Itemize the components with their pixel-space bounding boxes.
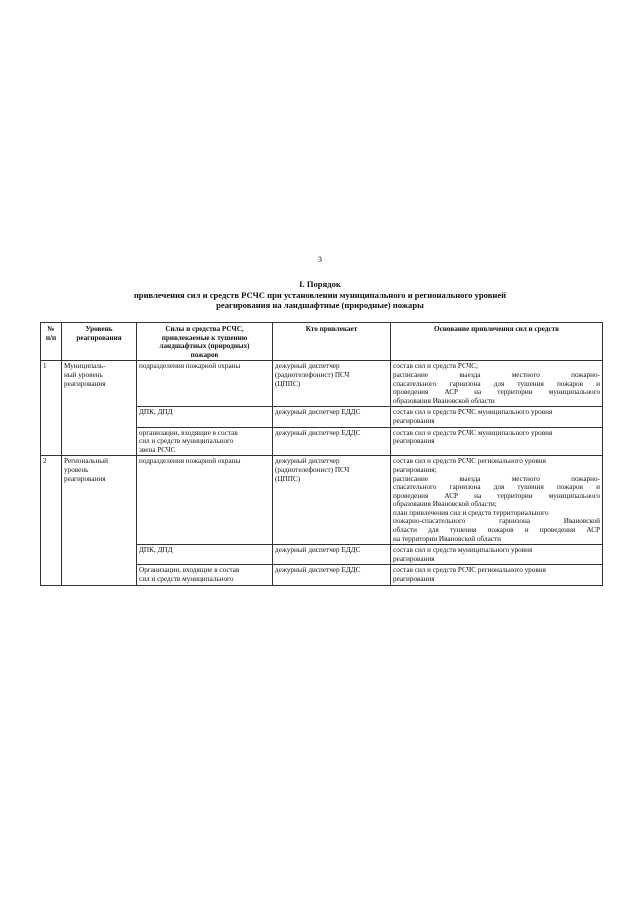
table-header-row <box>41 323 603 361</box>
cell-line: состав сил и средств РСЧС муниципального уровня <box>393 408 553 417</box>
cell-line: проведения АСР на территории муниципального <box>393 491 600 500</box>
cell-line: реагирования; <box>393 465 437 474</box>
header-line: ландшафтных (природных) <box>159 342 250 351</box>
basis-cell <box>391 545 603 565</box>
who-cell <box>273 407 391 427</box>
header-line: пожаров <box>190 350 219 359</box>
basis-cell <box>391 427 603 456</box>
cell-line: спасательного гарнизона для тушения пожаров и <box>393 379 600 388</box>
forces-cell <box>137 407 273 427</box>
who-cell <box>273 545 391 565</box>
cell-line: дежурный диспетчер ЕДДС <box>275 546 361 555</box>
cell-line: ДПК, ДПД <box>139 408 173 417</box>
cell-line: реагирования <box>393 575 435 584</box>
cell-line: состав сил и средств РСЧС регионального уровня <box>393 457 546 466</box>
heading-line: реагирования на ландшафтные (природные) пожары <box>216 300 424 311</box>
basis-cell <box>391 565 603 585</box>
cell-line: состав сил и средств РСЧС муниципального уровня <box>393 428 553 437</box>
cell-line: Организации, входящие в состав <box>139 566 240 575</box>
header-level <box>62 323 137 361</box>
header-line: п/п <box>45 333 57 342</box>
cell-line: состав сил и средств РСЧС регионального уровня <box>393 566 546 575</box>
cell-line: (радиотелефонист) ПСЧ <box>275 465 350 474</box>
header-line: реагирования <box>76 333 122 342</box>
cell-line: сил и средств муниципального <box>139 575 234 584</box>
cell-line: дежурный диспетчер <box>275 457 340 466</box>
cell-line: образования Ивановской области; <box>393 500 497 509</box>
cell-line: реагирования <box>393 416 435 425</box>
forces-cell <box>137 565 273 585</box>
cell-line: образования Ивановской области <box>393 396 495 405</box>
basis-cell <box>391 361 603 407</box>
cell-line: состав сил и средств муниципального уровня <box>393 546 533 555</box>
heading-line: привлечения сил и средств РСЧС при установлении муниципального и регионального уровней <box>133 289 507 300</box>
table-row <box>41 361 603 407</box>
level-cell <box>62 361 137 456</box>
cell-line: сил и средств муниципального <box>139 437 234 446</box>
forces-table <box>40 322 603 586</box>
row-number: 1 <box>41 361 62 456</box>
cell-line: подразделения пожарной охраны <box>139 457 241 466</box>
cell-line: дежурный диспетчер ЕДДС <box>275 428 361 437</box>
cell-line: проведения АСР на территории муниципального <box>393 388 600 397</box>
cell-line: спасательного гарнизона для тушения пожаров и <box>393 483 600 492</box>
cell-line: пожарно-спасательного гарнизона Ивановской <box>393 517 600 526</box>
cell-line: ДПК, ДПД <box>139 546 173 555</box>
who-cell <box>273 427 391 456</box>
basis-cell <box>391 407 603 427</box>
header-num <box>41 323 62 361</box>
header-basis <box>391 323 603 361</box>
header-line: привлекаемые к тушению <box>161 333 248 342</box>
forces-cell <box>137 456 273 545</box>
cell-line: расписание выезда местного пожарно- <box>393 474 600 483</box>
cell-line: дежурный диспетчер <box>275 362 340 371</box>
cell-line: подразделения пожарной охраны <box>139 362 241 371</box>
header-forces <box>137 323 273 361</box>
cell-line: расписание выезда местного пожарно- <box>393 370 600 379</box>
cell-line: план привлечения сил и средств территориального <box>393 508 549 517</box>
row-number: 2 <box>41 456 62 585</box>
cell-line: организации, входящие в состав <box>139 428 238 437</box>
forces-cell <box>137 361 273 407</box>
heading-line: I. Порядок <box>299 279 341 289</box>
cell-line: на территории Ивановской области <box>393 534 501 543</box>
who-cell <box>273 361 391 407</box>
cell-line: реагирования <box>64 474 106 483</box>
header-line: Кто привлекает <box>305 325 358 333</box>
cell-line: реагирования <box>393 437 435 446</box>
cell-line: (ЦППС) <box>275 474 301 483</box>
cell-line: реагирования <box>64 379 106 388</box>
header-line: Силы и средства РСЧС, <box>165 325 244 333</box>
document-heading <box>60 279 580 311</box>
cell-line: (радиотелефонист) ПСЧ <box>275 370 350 379</box>
cell-line: (ЦППС) <box>275 379 301 388</box>
forces-cell <box>137 427 273 456</box>
header-line: № <box>47 325 55 333</box>
cell-line: уровень <box>64 465 89 474</box>
cell-line: реагирования <box>393 554 435 563</box>
cell-line: Муниципаль- <box>64 362 106 371</box>
cell-line: ный уровень <box>64 370 103 379</box>
level-cell <box>62 456 137 585</box>
cell-line: дежурный диспетчер ЕДДС <box>275 566 361 575</box>
cell-line: звена РСЧС <box>139 445 176 454</box>
cell-line: состав сил и средств РСЧС; <box>393 362 479 371</box>
who-cell <box>273 456 391 545</box>
header-who <box>273 323 391 361</box>
cell-line: области для тушения пожаров и проведения АСР <box>393 526 600 535</box>
page-number: 3 <box>318 255 322 264</box>
cell-line: Региональный <box>64 457 108 466</box>
who-cell <box>273 565 391 585</box>
table-row <box>41 456 603 545</box>
forces-cell <box>137 545 273 565</box>
cell-line: дежурный диспетчер ЕДДС <box>275 408 361 417</box>
basis-cell <box>391 456 603 545</box>
header-line: Основание привлечения сил и средств <box>433 325 560 333</box>
header-line: Уровень <box>85 325 113 333</box>
